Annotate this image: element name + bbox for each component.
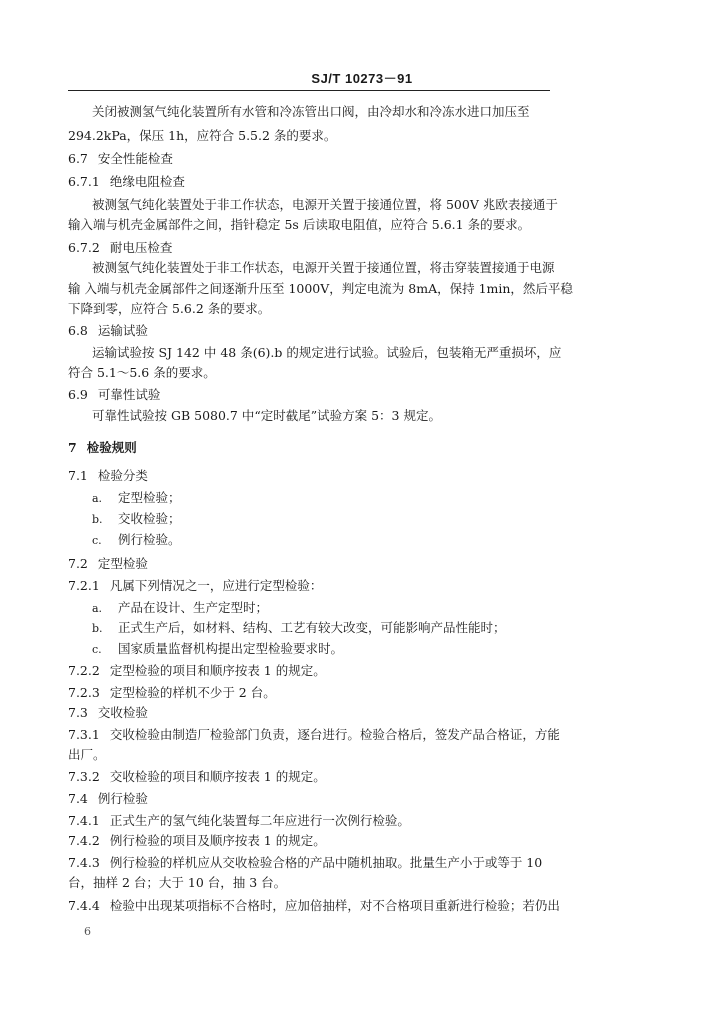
list-item: [92, 600, 582, 617]
chapter-heading: [68, 440, 558, 456]
list-item-text: 交收检验；: [118, 511, 181, 526]
section-number: 7.4.2: [68, 833, 100, 848]
section-number: 7.3.2: [68, 769, 100, 784]
section-number: 6.8: [68, 323, 88, 338]
section-text: 检验分类: [97, 468, 148, 483]
section-text: 交收检验的项目和顺序按表 1 的规定。: [109, 769, 326, 784]
section-number: 7.4.1: [68, 813, 100, 828]
paragraph-line: 运输试验按 SJ 142 中 48 条(6).b 的规定进行试验。试验后，包装箱无严重损坏，应: [92, 345, 562, 360]
page-number: 6: [84, 925, 91, 938]
list-item-text: 正式生产后，如材料、结构、工艺有较大改变，可能影响产品性能时；: [118, 620, 506, 635]
section-heading: [68, 685, 558, 701]
section-text: 检验中出现某项指标不合格时，应加倍抽样，对不合格项目重新进行检验；若仍出: [109, 898, 560, 913]
section-number: 7.4.3: [68, 855, 100, 870]
section-heading: [68, 323, 558, 339]
list-item-marker: a.: [92, 602, 103, 615]
list-item-marker: b.: [92, 513, 103, 526]
section-heading: [68, 813, 558, 829]
section-heading: [68, 833, 558, 849]
paragraph-continuation-line: 符合 5.1～5.6 条的要求。: [68, 365, 216, 380]
section-number: 6.7.1: [68, 174, 100, 189]
section-number: 7.2.3: [68, 685, 100, 700]
section-text: 绝缘电阻检查: [109, 174, 185, 189]
section-number: 6.7: [68, 151, 88, 166]
list-item-text: 定型检验；: [118, 490, 181, 505]
section-heading: [68, 663, 558, 679]
paragraph-line: 关闭被测氢气纯化装置所有水管和冷冻管出口阀，由冷却水和冷冻水进口加压至: [92, 104, 530, 119]
paragraph-continuation-line: 台，抽样 2 台；大于 10 台，抽 3 台。: [68, 875, 287, 890]
paragraph-continuation-line: 下降到零，应符合 5.6.2 条的要求。: [68, 301, 271, 316]
list-item-marker: b.: [92, 622, 103, 635]
section-number: 7.4.4: [68, 898, 100, 913]
list-item-text: 例行检验。: [118, 532, 181, 547]
section-heading: [68, 578, 558, 594]
section-number: 6.7.2: [68, 240, 100, 255]
section-text: 定型检验: [97, 556, 148, 571]
section-heading: [68, 705, 558, 721]
section-number: 7.1: [68, 468, 88, 483]
section-number: 7.2: [68, 556, 88, 571]
section-text: 凡属下列情况之一，应进行定型检验：: [109, 578, 323, 593]
list-item: [92, 511, 582, 528]
section-heading: [68, 468, 558, 484]
section-text: 可靠性试验: [97, 387, 161, 402]
section-heading: [68, 855, 558, 871]
section-text: 例行检验的项目及顺序按表 1 的规定。: [109, 833, 326, 848]
section-text: 交收检验由制造厂检验部门负责，逐台进行。检验合格后，签发产品合格证，方能: [109, 727, 560, 742]
section-text: 耐电压检查: [109, 240, 173, 255]
list-item-marker: c.: [92, 534, 102, 547]
section-heading: [68, 898, 558, 914]
list-item-text: 产品在设计、生产定型时；: [118, 600, 269, 615]
section-text: 安全性能检查: [97, 151, 173, 166]
list-item: [92, 620, 582, 637]
section-heading: [68, 174, 558, 190]
list-item: [92, 532, 582, 549]
section-text: 运输试验: [97, 323, 148, 338]
section-number: 7.3: [68, 705, 88, 720]
list-item-text: 国家质量监督机构提出定型检验要求时。: [118, 641, 344, 656]
list-item-marker: c.: [92, 643, 102, 656]
section-heading: [68, 791, 558, 807]
section-text: 定型检验的样机不少于 2 台。: [109, 685, 276, 700]
paragraph-continuation-line: 输 入端与机壳金属部件之间逐渐升压至 1000V，判定电流为 8mA，保持 1min，然后平稳: [68, 281, 573, 296]
paragraph-continuation-line: 294.2kPa，保压 1h，应符合 5.5.2 条的要求。: [68, 128, 337, 143]
paragraph-line: 可靠性试验按 GB 5080.7 中“定时截尾”试验方案 5：3 规定。: [92, 408, 441, 423]
section-number: 7.2.1: [68, 578, 100, 593]
paragraph-line: 被测氢气纯化装置处于非工作状态，电源开关置于接通位置，将击穿装置接通于电源: [92, 260, 555, 275]
section-heading: [68, 769, 558, 785]
section-text: 交收检验: [97, 705, 148, 720]
section-number: 7: [68, 440, 77, 455]
list-item-marker: a.: [92, 492, 103, 505]
section-number: 6.9: [68, 387, 88, 402]
section-text: 检验规则: [86, 440, 137, 455]
section-text: 例行检验的样机应从交收检验合格的产品中随机抽取。批量生产小于或等于 10: [109, 855, 543, 870]
section-heading: [68, 387, 558, 403]
list-item: [92, 641, 582, 658]
section-heading: [68, 727, 558, 743]
section-text: 正式生产的氢气纯化装置每二年应进行一次例行检验。: [109, 813, 410, 828]
list-item: [92, 490, 582, 507]
section-number: 7.3.1: [68, 727, 100, 742]
header-rule: [68, 90, 550, 91]
section-heading: [68, 556, 558, 572]
section-text: 定型检验的项目和顺序按表 1 的规定。: [109, 663, 326, 678]
paragraph-continuation-line: 输入端与机壳金属部件之间，指针稳定 5s 后读取电阻值，应符合 5.6.1 条的要求。: [68, 217, 531, 232]
standard-number-header: SJ/T 10273－91: [311, 71, 413, 86]
paragraph-continuation-line: 出厂。: [68, 747, 106, 762]
section-number: 7.2.2: [68, 663, 100, 678]
section-number: 7.4: [68, 791, 88, 806]
section-heading: [68, 240, 558, 256]
section-text: 例行检验: [97, 791, 148, 806]
section-heading: [68, 151, 558, 167]
paragraph-line: 被测氢气纯化装置处于非工作状态，电源开关置于接通位置，将 500V 兆欧表接通于: [92, 197, 558, 212]
